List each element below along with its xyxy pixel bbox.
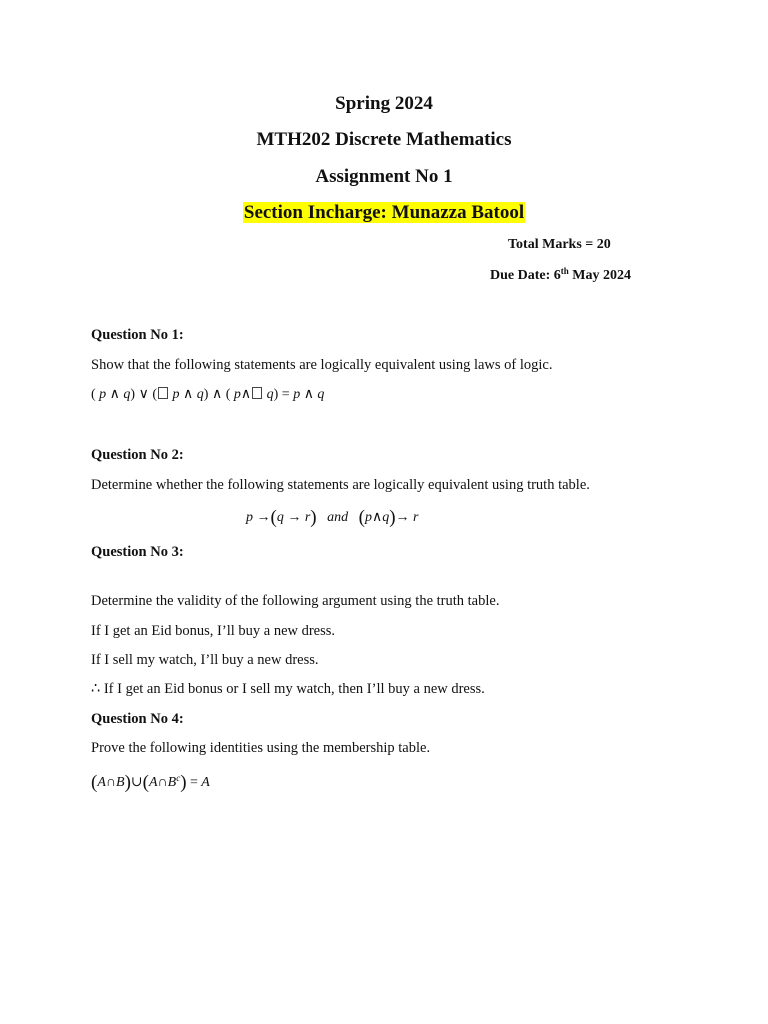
missing-glyph-icon xyxy=(252,387,262,399)
missing-glyph-icon xyxy=(158,387,168,399)
question-2-formula: p →(q → r) and (p∧q)→ r xyxy=(246,507,419,528)
term-title: Spring 2024 xyxy=(335,93,433,114)
due-date-suffix: May 2024 xyxy=(568,268,631,283)
question-4-formula: $(A\cap B)\cup(A\cap B^c) = A$ xyxy=(91,772,210,793)
assignment-title: Assignment No 1 xyxy=(315,166,453,187)
question-3-premise-2: If I sell my watch, I’ll buy a new dress. xyxy=(91,652,319,668)
due-date-prefix: Due Date: 6 xyxy=(490,268,561,283)
question-4-text: Prove the following identities using the membership table. xyxy=(91,740,431,756)
question-3-heading: Question No 3: xyxy=(91,544,184,560)
question-4-heading: Question No 4: xyxy=(91,711,184,727)
question-2-heading: Question No 2: xyxy=(91,447,184,463)
question-3-conclusion: ∴ If I get an Eid bonus or I sell my watch, then I’ll buy a new dress. xyxy=(91,681,485,697)
question-1-text: Show that the following statements are logically equivalent using laws of logic. xyxy=(91,357,553,373)
total-marks: Total Marks = 20 xyxy=(508,237,611,252)
question-1-formula: ( p ∧ q) ∨ ( p ∧ q) ∧ ( p∧ q) = p ∧ q xyxy=(91,387,325,402)
question-3-text: Determine the validity of the following argument using the truth table. xyxy=(91,593,500,609)
section-incharge-highlight: Section Incharge: Munazza Batool xyxy=(243,202,525,223)
section-incharge xyxy=(0,202,768,224)
due-date xyxy=(490,268,631,284)
course-title: MTH202 Discrete Mathematics xyxy=(256,129,512,150)
question-3-premise-1: If I get an Eid bonus, I’ll buy a new dress. xyxy=(91,623,336,639)
due-date-ordinal: th xyxy=(560,266,569,276)
question-2-text: Determine whether the following statements are logically equivalent using truth table. xyxy=(91,477,590,493)
question-1-heading: Question No 1: xyxy=(91,327,184,343)
